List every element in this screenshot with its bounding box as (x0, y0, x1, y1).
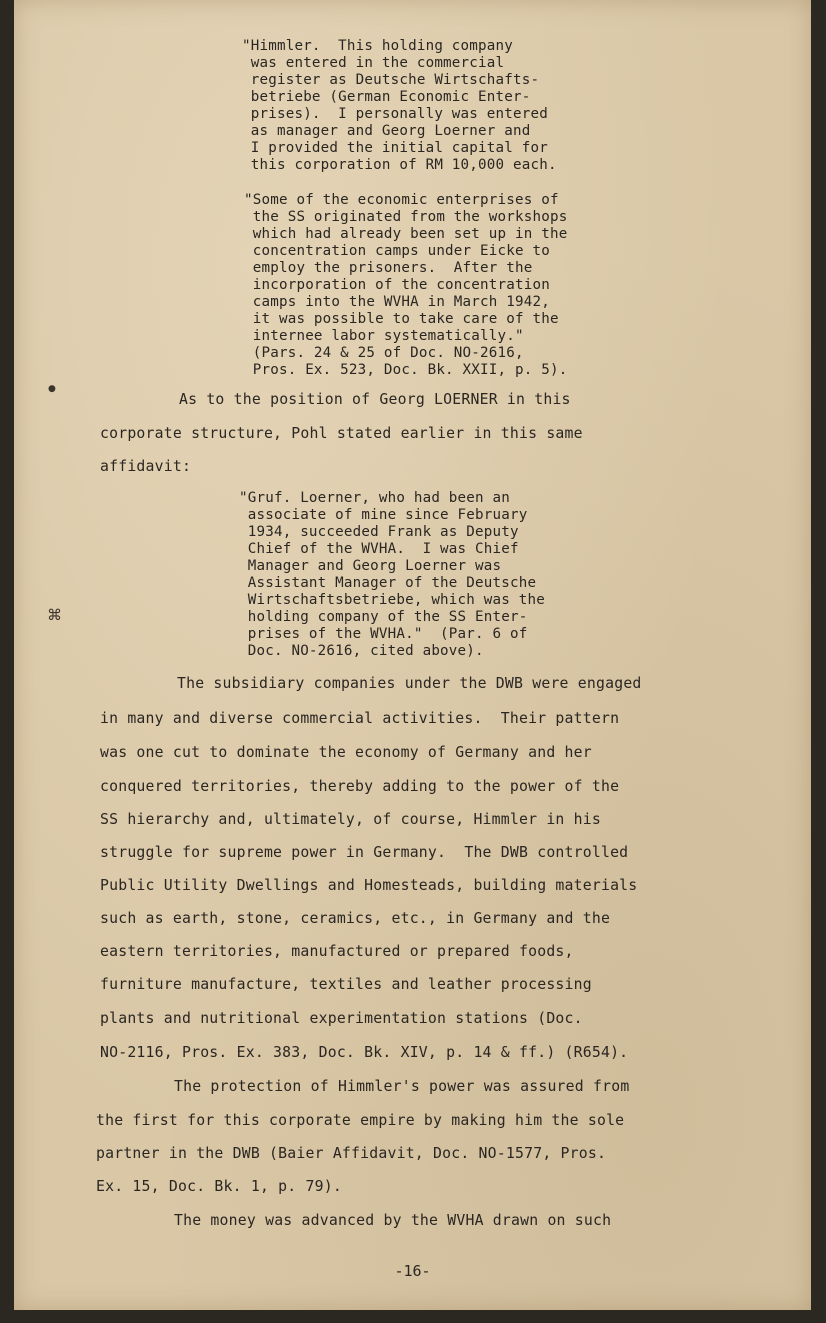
quote-line: employ the prisoners. After the (244, 260, 533, 276)
body-line: conquered territories, thereby adding to the power of the (100, 778, 620, 795)
body-line: in many and diverse commercial activities. Their pattern (100, 710, 620, 727)
quote-line: I provided the initial capital for (242, 140, 548, 156)
quote-line: (Pars. 24 & 25 of Doc. NO-2616, (244, 345, 524, 361)
margin-ink-mark: ⌘ (47, 606, 62, 624)
quote-line: prises). I personally was entered (242, 106, 548, 122)
body-line: The money was advanced by the WVHA drawn on such (174, 1212, 612, 1229)
body-line: As to the position of Georg LOERNER in this (179, 391, 571, 408)
quote-line: "Some of the economic enterprises of (244, 192, 559, 208)
body-line: was one cut to dominate the economy of Germany and her (100, 744, 592, 761)
quote-line: Chief of the WVHA. I was Chief (239, 541, 519, 557)
margin-dot-mark: ● (48, 384, 56, 394)
body-line: such as earth, stone, ceramics, etc., in Germany and the (100, 910, 611, 927)
quote-line: 1934, succeeded Frank as Deputy (239, 524, 519, 540)
body-line: SS hierarchy and, ultimately, of course, Himmler in his (100, 811, 601, 828)
quote-line: camps into the WVHA in March 1942, (244, 294, 550, 310)
quote-line: internee labor systematically." (244, 328, 524, 344)
body-line: corporate structure, Pohl stated earlier in this same (100, 425, 583, 442)
body-line: struggle for supreme power in Germany. The DWB controlled (100, 844, 629, 861)
body-line: partner in the DWB (Baier Affidavit, Doc. NO-1577, Pros. (96, 1145, 607, 1162)
quote-line: incorporation of the concentration (244, 277, 550, 293)
body-line: Public Utility Dwellings and Homesteads, building materials (100, 877, 638, 894)
quote-line: "Himmler. This holding company (242, 38, 513, 54)
body-line: The subsidiary companies under the DWB were engaged (177, 675, 642, 692)
page-number: -16- (394, 1262, 431, 1280)
quote-line: was entered in the commercial (242, 55, 505, 71)
quote-line: Assistant Manager of the Deutsche (239, 575, 537, 591)
body-line: Ex. 15, Doc. Bk. 1, p. 79). (96, 1178, 342, 1195)
quote-line: betriebe (German Economic Enter- (242, 89, 531, 105)
quote-line: Pros. Ex. 523, Doc. Bk. XXII, p. 5). (244, 362, 568, 378)
quote-line: prises of the WVHA." (Par. 6 of (239, 626, 528, 642)
body-line: eastern territories, manufactured or prepared foods, (100, 943, 574, 960)
quote-line: Doc. NO-2616, cited above). (239, 643, 484, 659)
document-page (14, 0, 811, 1310)
quote-line: Wirtschaftsbetriebe, which was the (239, 592, 545, 608)
body-line: NO-2116, Pros. Ex. 383, Doc. Bk. XIV, p. 14 & ff.) (R654). (100, 1044, 629, 1061)
quote-line: register as Deutsche Wirtschafts- (242, 72, 540, 88)
quote-line: associate of mine since February (239, 507, 528, 523)
quote-line: "Gruf. Loerner, who had been an (239, 490, 510, 506)
quote-line: which had already been set up in the (244, 226, 568, 242)
quote-line: as manager and Georg Loerner and (242, 123, 531, 139)
quote-line: holding company of the SS Enter- (239, 609, 528, 625)
body-line: The protection of Himmler's power was assured from (174, 1078, 630, 1095)
body-line: furniture manufacture, textiles and leather processing (100, 976, 592, 993)
quote-line: Manager and Georg Loerner was (239, 558, 502, 574)
body-line: plants and nutritional experimentation stations (Doc. (100, 1010, 583, 1027)
quote-line: this corporation of RM 10,000 each. (242, 157, 557, 173)
quote-line: concentration camps under Eicke to (244, 243, 550, 259)
quote-line: the SS originated from the workshops (244, 209, 568, 225)
body-line: affidavit: (100, 458, 192, 475)
body-line: the first for this corporate empire by making him the sole (96, 1112, 625, 1129)
quote-line: it was possible to take care of the (244, 311, 559, 327)
